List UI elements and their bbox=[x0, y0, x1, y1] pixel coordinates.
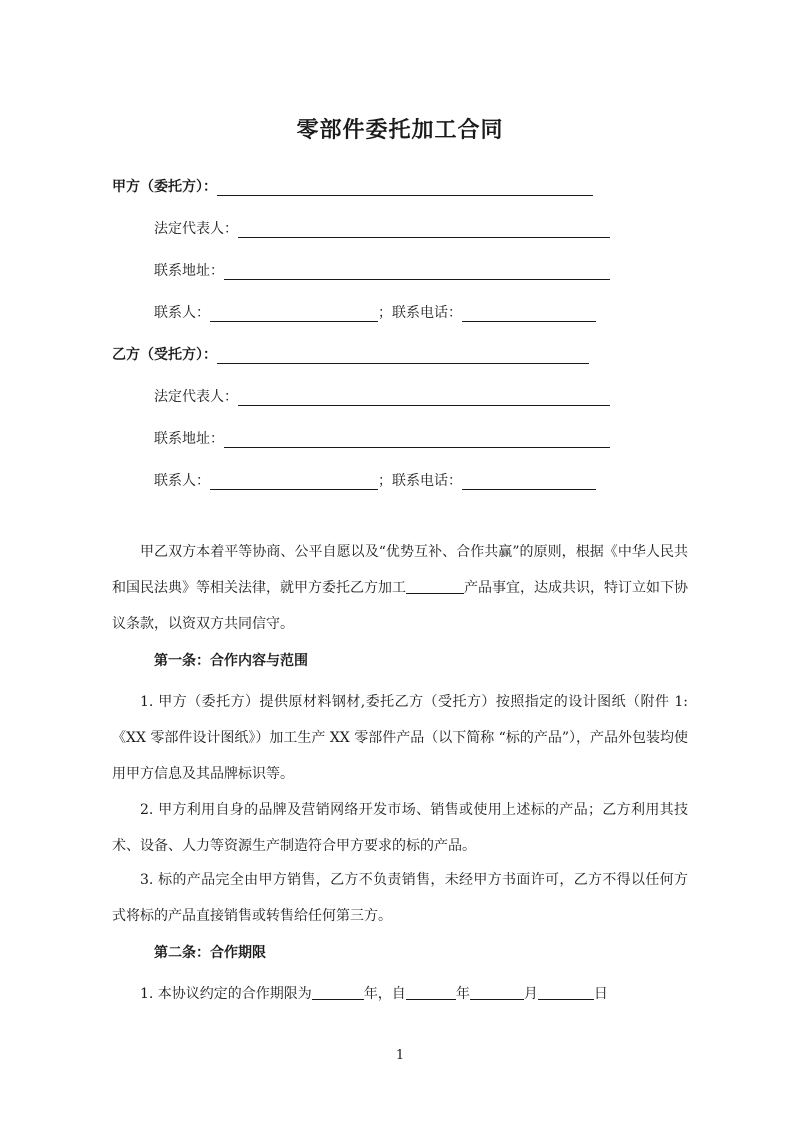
start-month-field[interactable] bbox=[470, 984, 524, 1000]
party-a-address-label: 联系地址： bbox=[154, 263, 224, 279]
term-years-field[interactable] bbox=[312, 984, 364, 1000]
party-b-contact-row bbox=[154, 470, 596, 492]
start-year-field[interactable] bbox=[406, 984, 456, 1000]
party-a-contact-row bbox=[154, 302, 596, 324]
party-b-address-field[interactable] bbox=[224, 432, 610, 448]
article-1-clause-2-text: 2. 甲方利用自身的品牌及营销网络开发市场、销售或使用上述标的产品；乙方利用其技术、设备、人力等资源生产制造符合甲方要求的标的产品。 bbox=[112, 802, 688, 854]
document-title: 零部件委托加工合同 bbox=[296, 118, 504, 143]
party-b-rep-row bbox=[154, 386, 610, 408]
party-a-rep-label: 法定代表人： bbox=[154, 221, 238, 237]
product-name-field[interactable] bbox=[406, 578, 464, 594]
party-b-row bbox=[112, 344, 589, 366]
article-1-clause-3-text: 3. 标的产品完全由甲方销售，乙方不负责销售，未经甲方书面许可，乙方不得以任何方式将标的产品直接销售或转售给任何第三方。 bbox=[112, 872, 688, 924]
party-b-rep-field[interactable] bbox=[238, 390, 610, 406]
article-1-clause-1-text: 1. 甲方（委托方）提供原材料钢材,委托乙方（受托方）按照指定的设计图纸（附件 1:《XX 零部件设计图纸》）加工生产 XX 零部件产品（以下简称 “标的产品”），产品外包装均使用甲方信息及其品牌标识等。 bbox=[112, 694, 688, 782]
term-text-a: 1. 本协议约定的合作期限为 bbox=[140, 986, 312, 1002]
party-b-contact-label: 联系人： bbox=[154, 473, 210, 489]
party-b-phone-field[interactable] bbox=[462, 474, 596, 490]
party-a-address-field[interactable] bbox=[224, 264, 610, 280]
term-text-b: 年，自 bbox=[363, 986, 406, 1002]
intro-text-2: 产品事宜，达成共识，特订立如下协议条款，以资双方共同信守。 bbox=[112, 580, 688, 632]
party-a-address-row bbox=[154, 260, 610, 282]
page-number: 1 bbox=[395, 1048, 405, 1063]
start-day-field[interactable] bbox=[538, 984, 594, 1000]
party-a-contact-label: 联系人： bbox=[154, 305, 210, 321]
party-a-rep-row bbox=[154, 218, 610, 240]
party-a-phone-label: ；联系电话： bbox=[378, 305, 462, 321]
party-a-name-field[interactable] bbox=[217, 180, 593, 196]
party-a-contact-field[interactable] bbox=[210, 306, 378, 322]
article-1-heading: 第一条：合作内容与范围 bbox=[154, 653, 308, 669]
party-b-name-field[interactable] bbox=[217, 348, 589, 364]
party-b-phone-label: ；联系电话： bbox=[378, 473, 462, 489]
party-b-label: 乙方（受托方）： bbox=[112, 347, 217, 363]
article-2-clause-1 bbox=[112, 976, 688, 1012]
article-1-clause-3 bbox=[112, 862, 688, 934]
party-a-label: 甲方（委托方）： bbox=[112, 179, 217, 195]
party-a-rep-field[interactable] bbox=[238, 222, 610, 238]
intro-text-1: 甲乙双方本着平等协商、公平自愿以及“优势互补、合作共赢”的原则，根据《中华人民共和国民法典》等相关法律，就甲方委托乙方加工 bbox=[112, 544, 688, 596]
party-a-phone-field[interactable] bbox=[462, 306, 596, 322]
article-2-heading: 第二条：合作期限 bbox=[154, 945, 266, 961]
term-text-c: 年 bbox=[455, 986, 470, 1002]
article-1-clause-1 bbox=[112, 684, 688, 792]
party-b-rep-label: 法定代表人： bbox=[154, 389, 238, 405]
party-b-address-label: 联系地址： bbox=[154, 431, 224, 447]
article-1-clause-2 bbox=[112, 792, 688, 864]
term-text-e: 日 bbox=[593, 986, 608, 1002]
party-b-contact-field[interactable] bbox=[210, 474, 378, 490]
intro-paragraph bbox=[112, 534, 688, 642]
party-b-address-row bbox=[154, 428, 610, 450]
party-a-row bbox=[112, 176, 593, 198]
term-text-d: 月 bbox=[523, 986, 538, 1002]
